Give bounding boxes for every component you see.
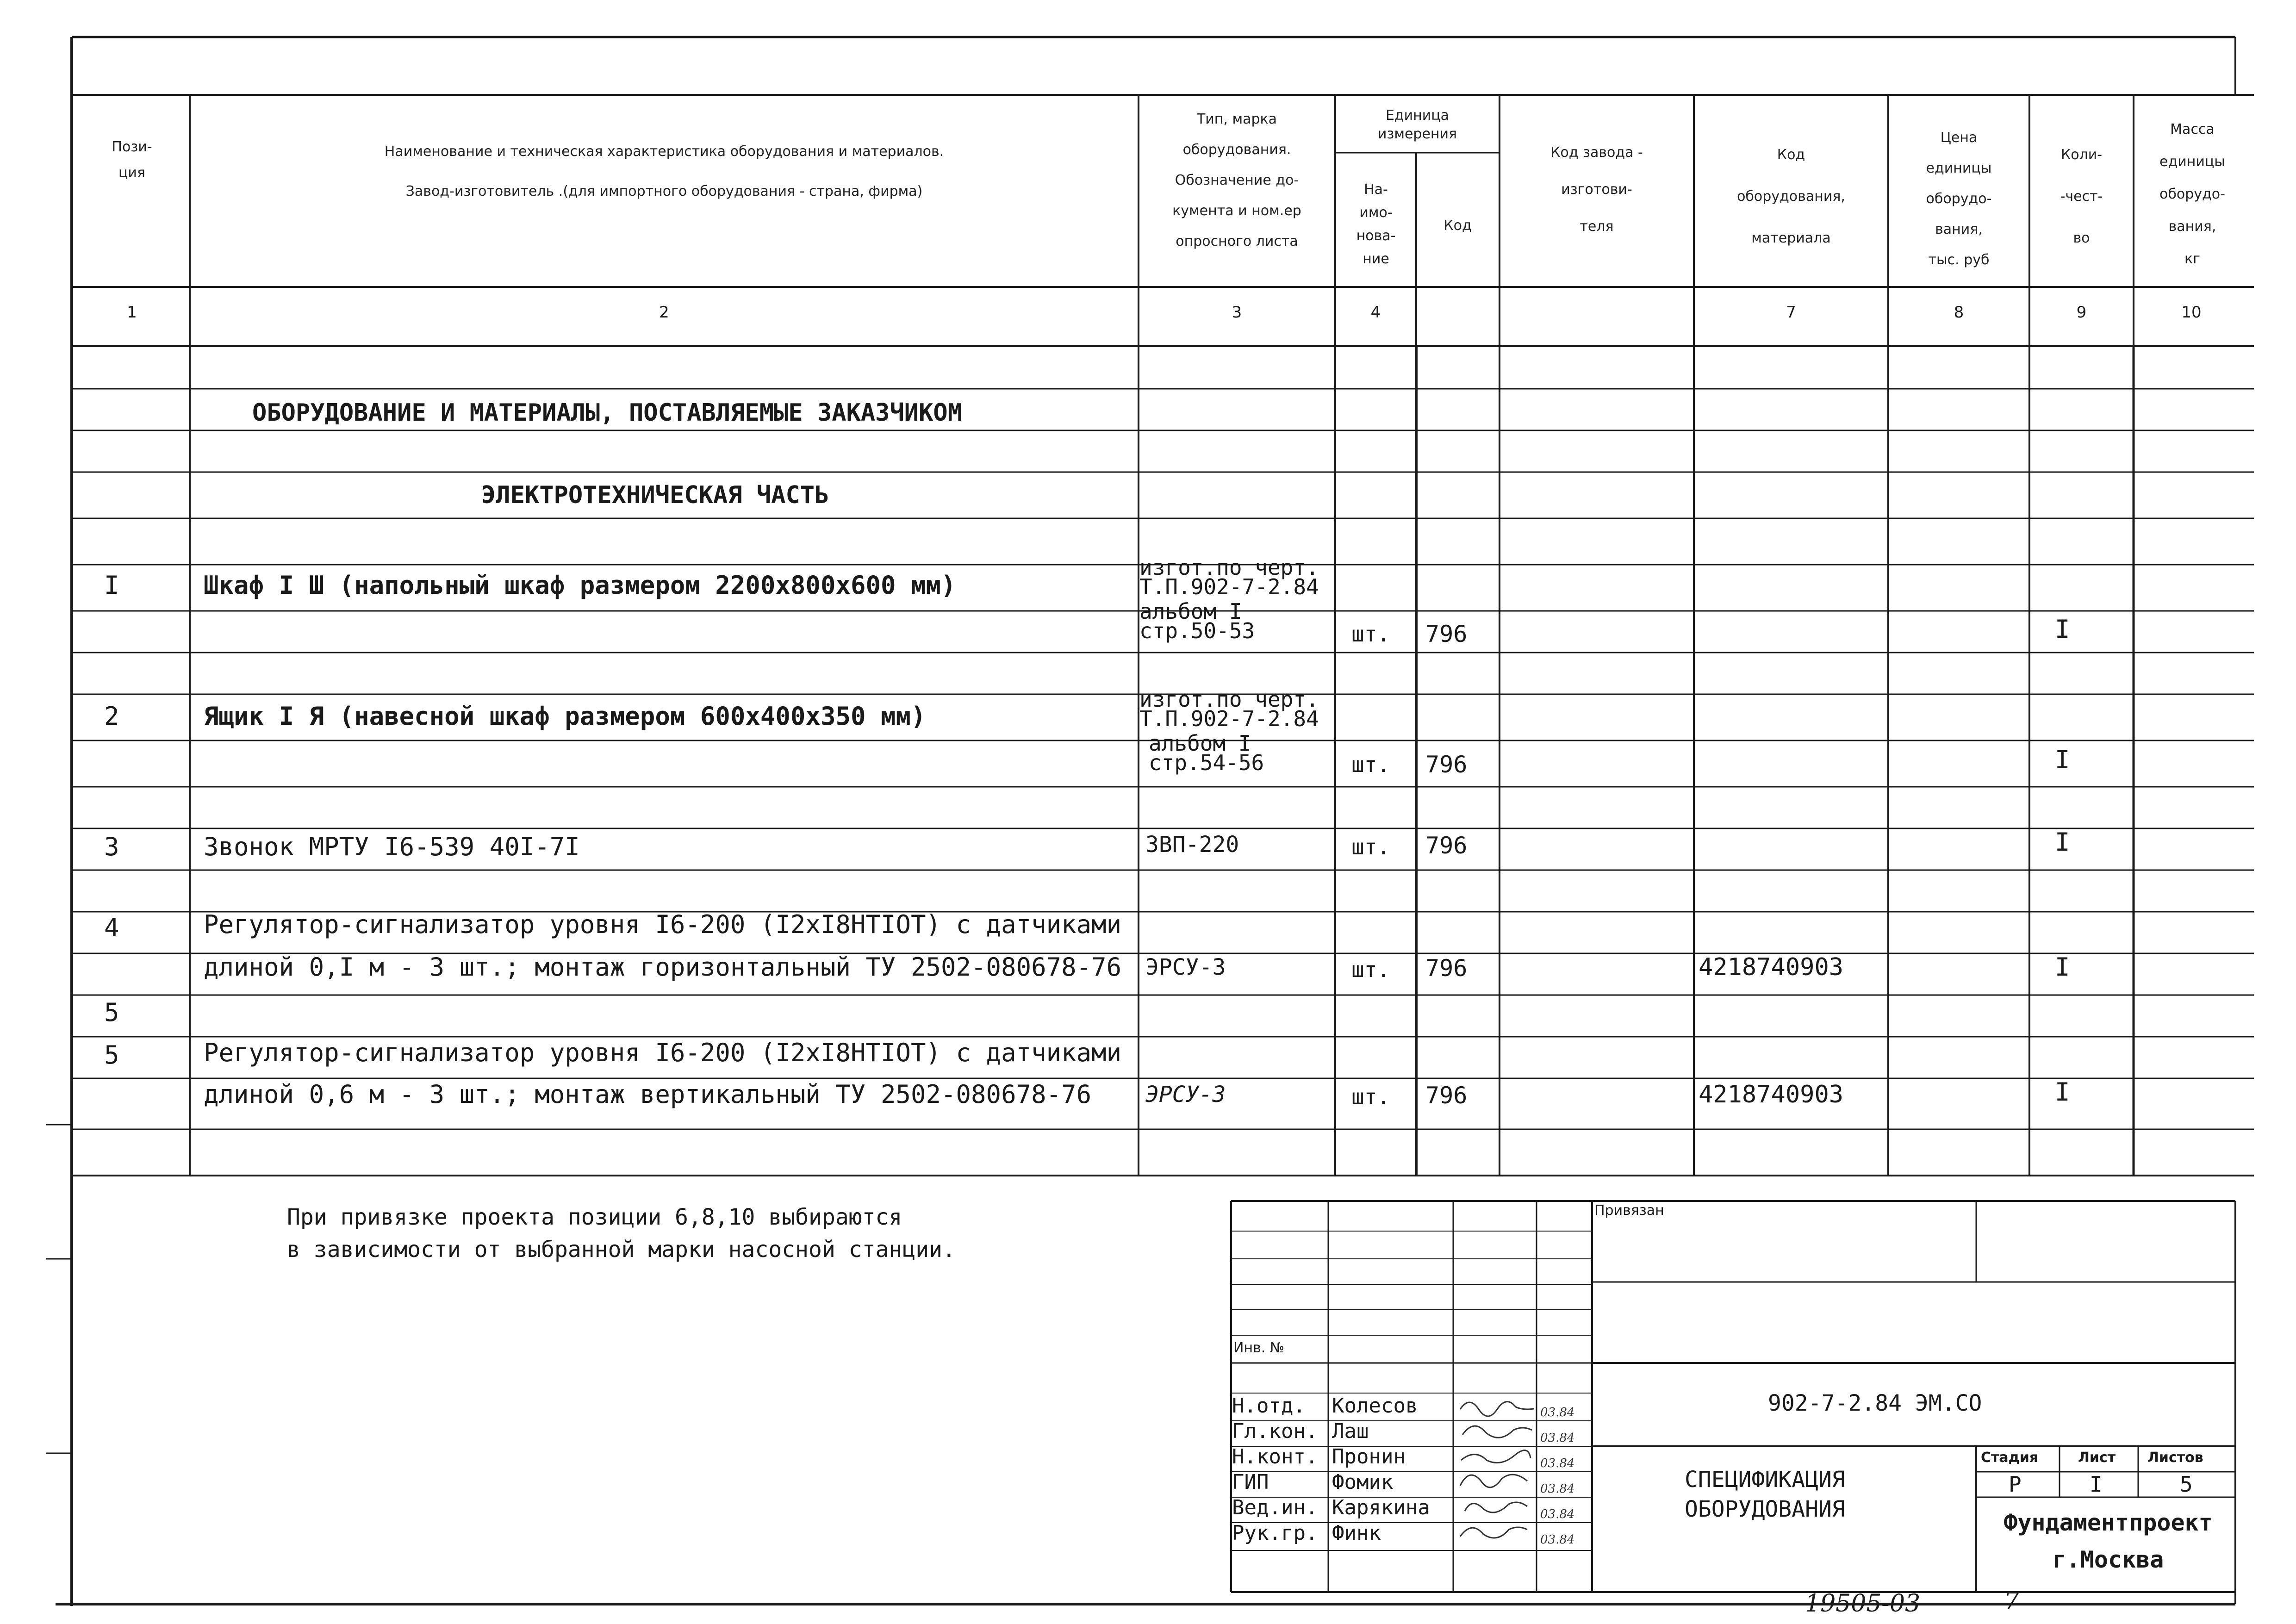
item-type: изгот.по черт. Т.П.902-7-2.84: [1139, 687, 1319, 731]
header-col-position: Пози- ция: [112, 139, 152, 181]
item-unit-code: 796: [1425, 751, 1468, 778]
item-unit: шт.: [1351, 752, 1390, 777]
item-position: 4: [104, 913, 119, 942]
document-code: 902-7-2.84 ЭМ.СО: [1768, 1390, 1982, 1416]
colnum-1: 1: [127, 303, 137, 322]
header-col-quantity: Коли- -чест- во: [2060, 147, 2103, 246]
item-unit-code: 796: [1425, 621, 1468, 647]
item-type: ЗВП-220: [1145, 832, 1239, 858]
stage-label: Стадия: [1981, 1450, 2039, 1466]
page-number: 7: [2004, 1587, 2020, 1615]
item-name: Шкаф I Ш (напольный шкаф размером 2200х800х600 мм): [204, 571, 956, 600]
item-type: изгот.по черт. Т.П.902-7-2.84: [1139, 555, 1319, 599]
colnum-2: 2: [659, 303, 669, 322]
colnum-4: 4: [1370, 303, 1381, 322]
sheets-count-value: 5: [2180, 1472, 2193, 1497]
item-type: ЭРСУ-3: [1145, 1082, 1226, 1108]
stamp-number: 19505-03: [1805, 1590, 1921, 1618]
item-unit-code: 796: [1425, 955, 1468, 982]
item-position: I: [104, 571, 119, 600]
item-unit-code: 796: [1425, 1082, 1468, 1109]
item-position: 5: [104, 998, 119, 1027]
header-col-mass: Масса единицы оборудо- вания, кг: [2159, 121, 2225, 267]
header-col-unit-name: На- имо- нова- ние: [1356, 181, 1396, 267]
item-name: Ящик I Я (навесной шкаф размером 600х400х350 мм): [204, 702, 926, 731]
sheets-count-label: Листов: [2147, 1450, 2203, 1466]
item-qty: I: [2055, 828, 2070, 857]
section-title-sub: ЭЛЕКТРОТЕХНИЧЕСКАЯ ЧАСТЬ: [481, 481, 829, 509]
document-title: СПЕЦИФИКАЦИЯ ОБОРУДОВАНИЯ: [1685, 1467, 1845, 1522]
colnum-8: 8: [1954, 303, 1964, 322]
item-qty: I: [2055, 745, 2070, 774]
item-type-doc: альбом I стр.50-53: [1139, 599, 1255, 643]
item-material-code: 4218740903: [1699, 1081, 1844, 1108]
colnum-10: 10: [2181, 303, 2202, 322]
colnum-7: 7: [1786, 303, 1796, 322]
organization: Фундаментпроект г.Москва: [2004, 1509, 2213, 1573]
item-position: 5: [104, 1040, 119, 1070]
item-unit: шт.: [1351, 622, 1390, 647]
colnum-9: 9: [2076, 303, 2087, 322]
item-unit-code: 796: [1425, 832, 1468, 859]
item-name-line2: длиной 0,I м - 3 шт.; монтаж горизонтальный ТУ 2502-080678-76: [204, 952, 1122, 982]
item-unit: шт.: [1351, 834, 1390, 859]
sheet-value: I: [2090, 1472, 2103, 1497]
item-type: ЭРСУ-3: [1145, 954, 1226, 980]
item-name-line2: длиной 0,6 м - 3 шт.; монтаж вертикальный ТУ 2502-080678-76: [204, 1080, 1092, 1109]
item-unit: шт.: [1351, 1084, 1390, 1109]
item-unit: шт.: [1351, 957, 1390, 982]
privyazan-label: Привязан: [1594, 1202, 1664, 1219]
inventory-number-label: Инв. №: [1233, 1340, 1285, 1356]
header-col-material-code: Код оборудования, материала: [1737, 147, 1845, 246]
item-position: 3: [104, 832, 119, 861]
item-position: 2: [104, 702, 119, 731]
item-qty: I: [2055, 615, 2070, 644]
signer-dates: 03.84 03.84 03.84 03.84 03.84 03.84: [1540, 1406, 1575, 1547]
sheet-label: Лист: [2078, 1450, 2116, 1466]
header-col-type: Тип, марка оборудования. Обозначение до- кумента и ном.ер опросного листа: [1172, 111, 1301, 249]
item-material-code: 4218740903: [1699, 953, 1844, 981]
item-name-line1: Регулятор-сигнализатор уровня I6-200 (I2xI8HTIOT) с датчиками: [204, 910, 1122, 939]
header-col-unit: Единица измерения: [1377, 107, 1457, 142]
signer-roles: Н.отд. Гл.кон. Н.конт. ГИП Вед.ин. Рук.гр.: [1232, 1394, 1318, 1545]
header-col-manufacturer-code: Код завода - изготови- теля: [1550, 144, 1643, 235]
section-title-main: ОБОРУДОВАНИЕ И МАТЕРИАЛЫ, ПОСТАВЛЯЕМЫЕ ЗАКАЗЧИКОМ: [252, 399, 963, 427]
handwritten-signatures: [1456, 1395, 1534, 1548]
colnum-3: 3: [1232, 303, 1242, 322]
stage-value: Р: [2009, 1472, 2022, 1497]
note-text: При привязке проекта позиции 6,8,10 выбираются в зависимости от выбранной марки насосной станции.: [287, 1204, 956, 1263]
item-qty: I: [2055, 952, 2070, 982]
item-name: Звонок МРТУ I6-539 40I-7I: [204, 832, 580, 861]
item-type-doc: альбом I стр.54-56: [1149, 731, 1264, 775]
header-col-price: Цена единицы оборудо- вания, тыс. руб: [1926, 130, 1992, 268]
signer-names: Колесов Лаш Пронин Фомик Карякина Финк: [1332, 1394, 1430, 1545]
item-name-line1: Регулятор-сигнализатор уровня I6-200 (I2xI8HTIOT) с датчиками: [204, 1038, 1122, 1067]
header-col-name: Наименование и техническая характеристика оборудования и материалов. Завод-изготовитель .(для импортного оборудования - страна, фирма): [384, 143, 944, 199]
item-qty: I: [2055, 1077, 2070, 1107]
header-col-unit-code: Код: [1444, 218, 1472, 234]
